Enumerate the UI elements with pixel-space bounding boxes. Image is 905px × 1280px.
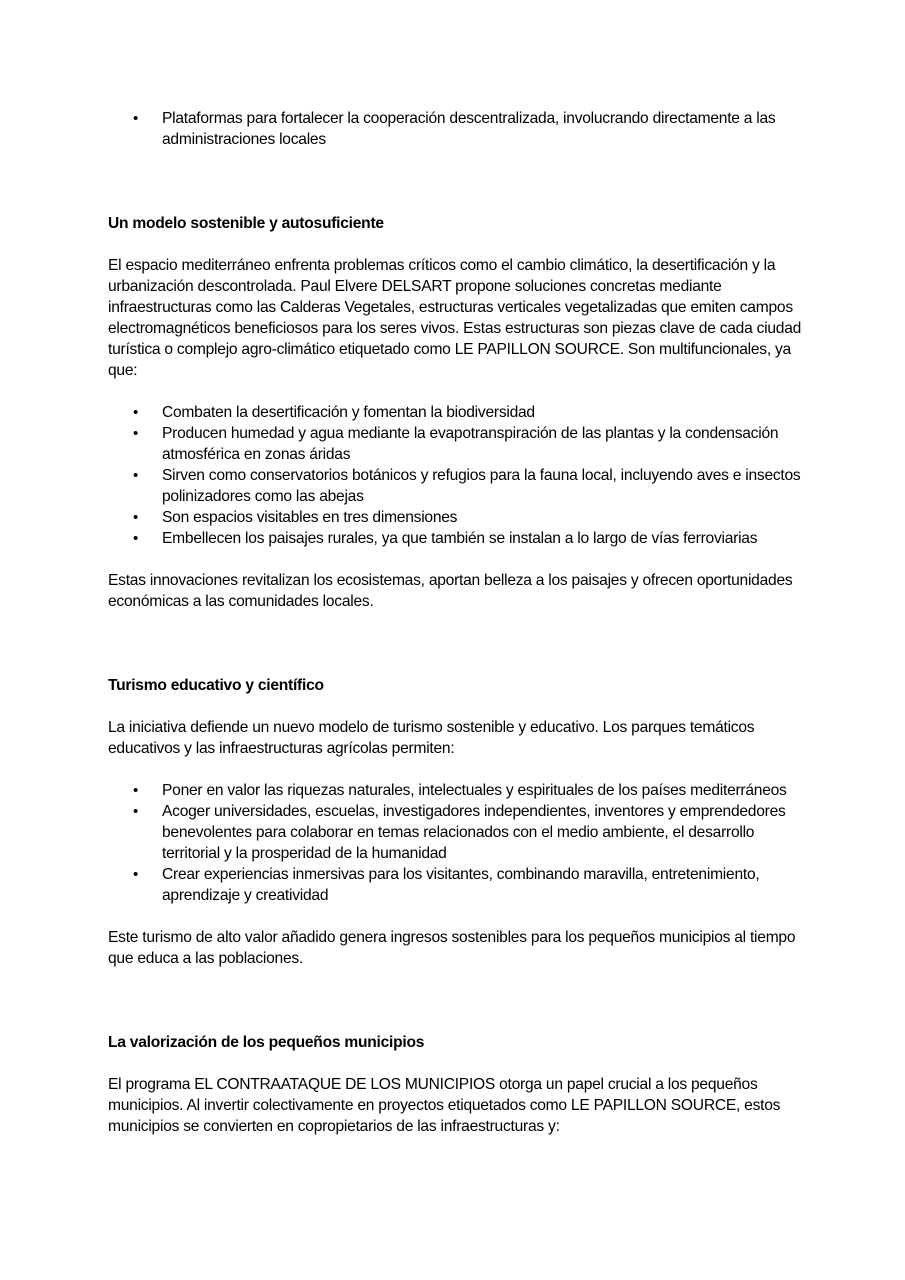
bullet-icon: •: [133, 803, 139, 820]
section2-bullet-list: [108, 780, 803, 906]
bullet-icon: •: [133, 530, 139, 547]
section-heading-valorizacion-municipios: La valorización de los pequeños municipios: [108, 1034, 425, 1051]
bullet-icon: •: [133, 404, 139, 421]
section1-bullet-list: [108, 402, 803, 549]
list-item: • Son espacios visitables en tres dimensiones: [133, 509, 458, 526]
section-closing-paragraph: Estas innovaciones revitalizan los ecosistemas, aportan belleza a los paisajes y ofrecen oportunidades económicas a las comunidades locales.: [108, 572, 793, 610]
section-paragraph: El espacio mediterráneo enfrenta problemas críticos como el cambio climático, la desertificación y la urbanización descontrolada. Paul Elvere DELSART propone soluciones concretas mediante infraestructuras como las Calderas Vegetales, estructuras verticales vegetalizadas que emiten campos electromagnéticos beneficiosos para los seres vivos. Estas estructuras son piezas clave de cada ciudad turística o complejo agro-climático etiquetado como LE PAPILLON SOURCE. Son multifuncionales, ya que:: [108, 257, 802, 379]
bullet-icon: •: [133, 509, 139, 526]
bullet-icon: •: [133, 866, 139, 883]
list-item: • Poner en valor las riquezas naturales, intelectuales y espirituales de los países mediterráneos: [133, 782, 787, 799]
list-item: • Crear experiencias inmersivas para los visitantes, combinando maravilla, entretenimiento, aprendizaje y creatividad: [133, 866, 760, 904]
section-closing-paragraph: Este turismo de alto valor añadido genera ingresos sostenibles para los pequeños municipios al tiempo que educa a las poblaciones.: [108, 929, 796, 967]
list-item: • Sirven como conservatorios botánicos y refugios para la fauna local, incluyendo aves e insectos polinizadores como las abejas: [133, 467, 801, 505]
bullet-icon: •: [133, 110, 139, 127]
section-paragraph: El programa EL CONTRAATAQUE DE LOS MUNICIPIOS otorga un papel crucial a los pequeños municipios. Al invertir colectivamente en proyectos etiquetados como LE PAPILLON SOURCE, estos municipios se convierten en copropietarios de las infraestructuras y:: [108, 1076, 781, 1135]
section-paragraph: La iniciativa defiende un nuevo modelo de turismo sostenible y educativo. Los parques temáticos educativos y las infraestructuras agrícolas permiten:: [108, 719, 755, 757]
list-item: • Producen humedad y agua mediante la evapotranspiración de las plantas y la condensación atmosférica en zonas áridas: [133, 425, 779, 463]
intro-bullet-list: [108, 108, 803, 150]
section-heading-turismo-educativo: Turismo educativo y científico: [108, 677, 324, 694]
section-heading-modelo-sostenible: Un modelo sostenible y autosuficiente: [108, 215, 384, 232]
list-item: • Acoger universidades, escuelas, investigadores independientes, inventores y emprendedores benevolentes para colaborar en temas relacionados con el medio ambiente, el desarrollo territorial y la prosperidad de la humanidad: [133, 803, 786, 862]
document-page: [108, 108, 803, 1137]
list-item: • Combaten la desertificación y fomentan la biodiversidad: [133, 404, 535, 421]
bullet-icon: •: [133, 467, 139, 484]
bullet-icon: •: [133, 782, 139, 799]
bullet-icon: •: [133, 425, 139, 442]
list-item: • Embellecen los paisajes rurales, ya que también se instalan a lo largo de vías ferroviarias: [133, 530, 758, 547]
list-item: • Plataformas para fortalecer la cooperación descentralizada, involucrando directamente a las administraciones locales: [133, 110, 776, 148]
